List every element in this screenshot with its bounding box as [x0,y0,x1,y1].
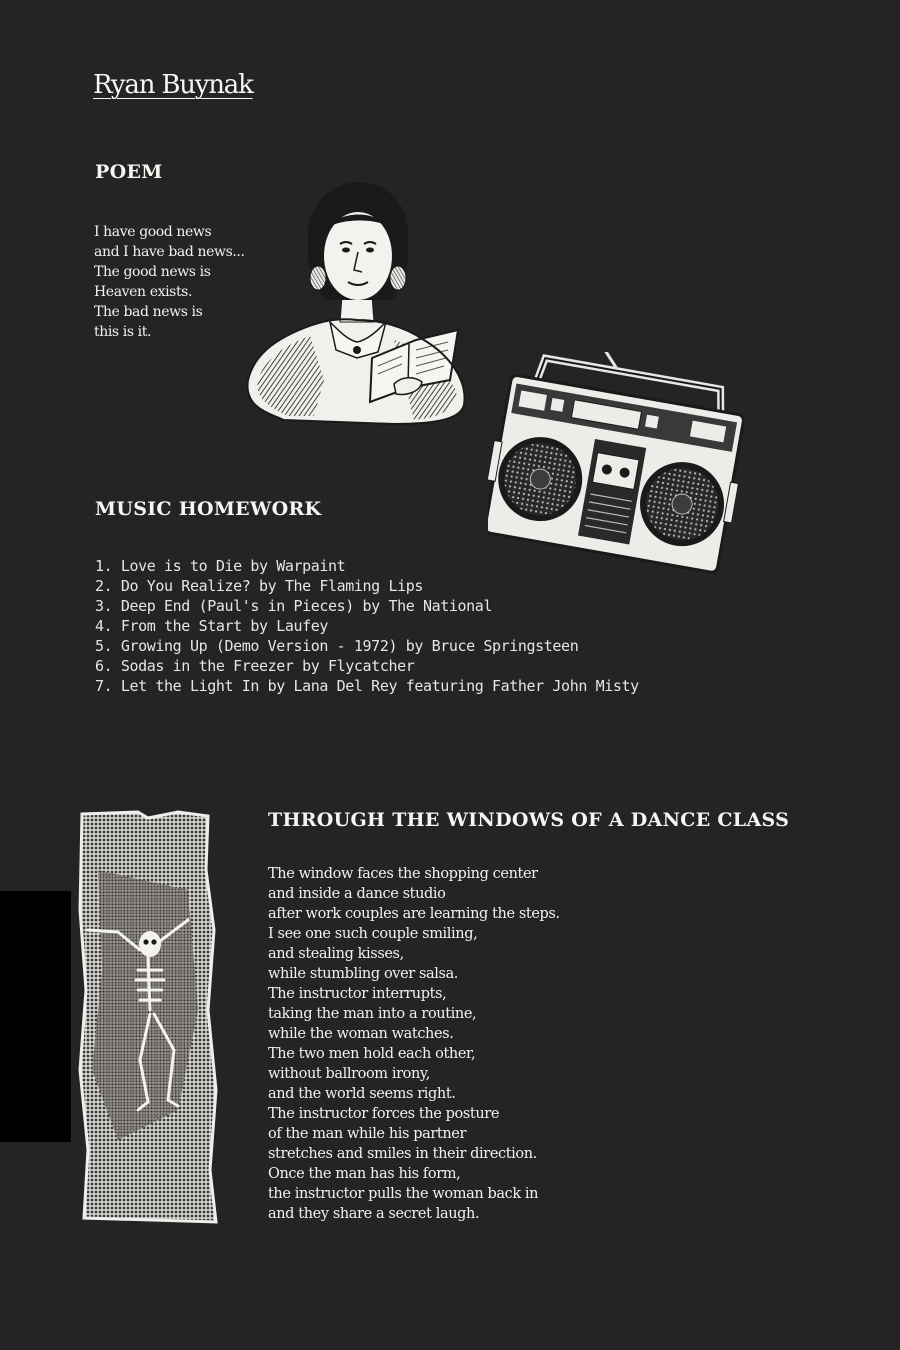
skeleton-collage-illustration [78,810,220,1224]
poem-line: The two men hold each other, [268,1046,476,1062]
list-item: 5. Growing Up (Demo Version - 1972) by Bruce Springsteen [95,637,579,655]
page-edge-tab [0,891,71,1142]
poem-line: this is it. [94,324,152,340]
poem-line: The instructor interrupts, [268,986,447,1002]
poem-line: and stealing kisses, [268,946,404,962]
poem-line: taking the man into a routine, [268,1006,477,1022]
poem-body [94,222,254,342]
poem-line: while stumbling over salsa. [268,966,459,982]
poem-line: The instructor forces the posture [268,1106,499,1122]
poem-line: of the man while his partner [268,1126,466,1142]
list-item: 6. Sodas in the Freezer by Flycatcher [95,657,415,675]
poem-line: and I have bad news... [94,244,245,260]
poem-line: The window faces the shopping center [268,866,538,882]
poem-line: while the woman watches. [268,1026,454,1042]
list-item: 2. Do You Realize? by The Flaming Lips [95,577,423,595]
boombox-illustration [488,352,744,576]
poem-line: Heaven exists. [94,284,193,300]
poem-line: The good news is [94,264,211,280]
music-homework-heading: MUSIC HOMEWORK [95,498,322,520]
music-list [95,556,639,696]
list-item: 4. From the Start by Laufey [95,617,329,635]
poem-line: The bad news is [94,304,203,320]
poem-line: the instructor pulls the woman back in [268,1186,539,1202]
poem-line: I have good news [94,224,212,240]
poem-heading: POEM [95,161,163,183]
list-item: 7. Let the Light In by Lana Del Rey featuring Father John Misty [95,677,639,695]
poem-line: after work couples are learning the steps. [268,906,560,922]
poem-line: Once the man has his form, [268,1166,461,1182]
poem-line: and they share a secret laugh. [268,1206,480,1222]
list-item: 1. Love is to Die by Warpaint [95,557,346,575]
poem-line: I see one such couple smiling, [268,926,478,942]
poem-line: stretches and smiles in their direction. [268,1146,537,1162]
poem-line: and the world seems right. [268,1086,456,1102]
dance-poem-heading: THROUGH THE WINDOWS OF A DANCE CLASS [268,809,790,831]
author-name: Ryan Buynak [93,70,253,100]
poem-line: and inside a dance studio [268,886,446,902]
dance-poem-body [268,864,588,1224]
poem-line: without ballroom irony, [268,1066,430,1082]
list-item: 3. Deep End (Paul's in Pieces) by The National [95,597,493,615]
woman-reading-illustration [244,180,470,426]
